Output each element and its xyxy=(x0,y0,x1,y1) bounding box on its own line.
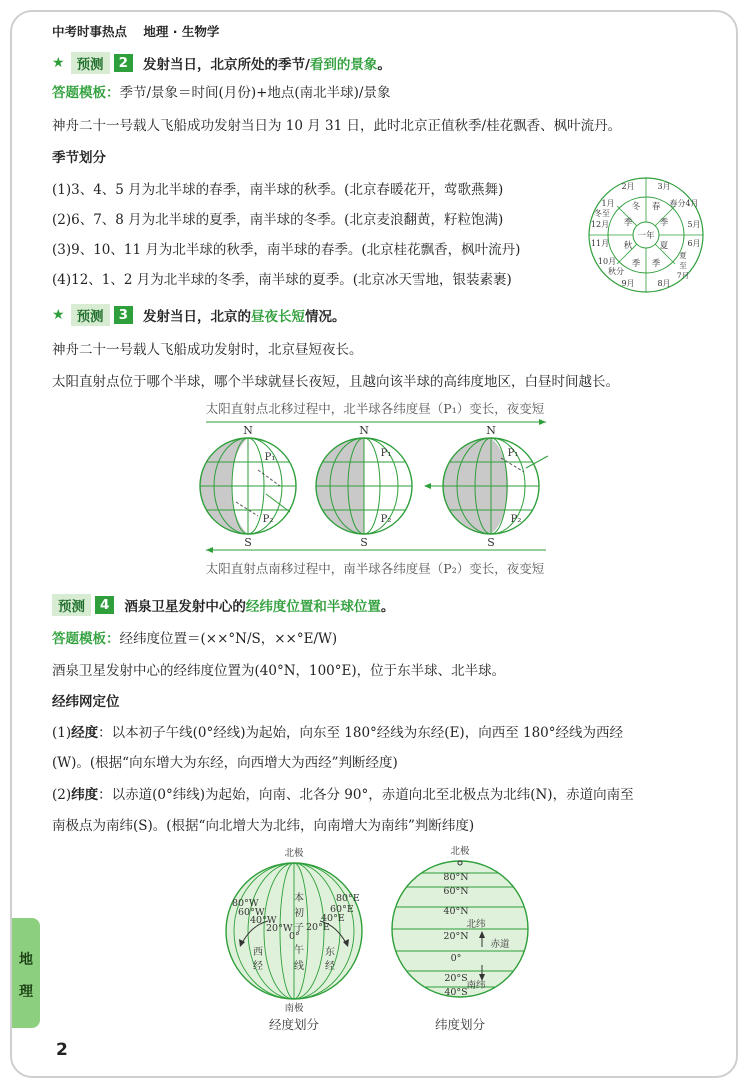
prediction-title-c: 情况。 xyxy=(304,309,346,325)
globe-1-south: S xyxy=(244,536,252,549)
paragraph-launch-date: 神舟二十一号载人飞船成功发射当日为 10 月 31 日，此时北京正值秋季/桂花飘香、枫叶流丹。 xyxy=(52,118,622,134)
lon-label-60e: 60°E xyxy=(330,904,354,915)
globe-diagram xyxy=(196,416,556,556)
lat-label-20s: 20°S xyxy=(444,973,468,984)
prediction-title-b: 昼夜长短 xyxy=(250,309,305,325)
latitude-text: ：以赤道(0°纬线)为起始，向南、北各分 90°，赤道向北至北极点为北纬(N)，赤道向南至 xyxy=(98,787,634,803)
lon-label-zero: 0° xyxy=(289,931,300,942)
prime-meridian-char: 线 xyxy=(294,961,304,972)
longitude-line-1 xyxy=(52,721,623,741)
west-longitude-char: 经 xyxy=(253,961,263,972)
east-longitude-char: 东 xyxy=(325,947,335,958)
globe-1-p1: P₁ xyxy=(264,452,276,463)
wheel-summer-solstice: 夏 xyxy=(679,251,687,260)
prediction-title-b: 看到的景象 xyxy=(309,57,378,73)
longitude-figure-caption: 经度划分 xyxy=(268,1017,320,1032)
latitude-line-1 xyxy=(52,783,634,803)
latitude-prefix: (2) xyxy=(52,787,72,803)
wheel-month: 3月 xyxy=(657,182,671,191)
wheel-month: 6月 xyxy=(687,239,701,248)
prediction-title-b: 经纬度位置和半球位置 xyxy=(245,599,381,615)
prime-meridian-char: 午 xyxy=(294,945,304,956)
running-header xyxy=(52,22,231,40)
latitude-term: 纬度 xyxy=(71,787,99,803)
prime-meridian-char: 初 xyxy=(294,908,304,919)
lat-north-pole: 北极 xyxy=(450,846,470,857)
lon-label-80e: 80°E xyxy=(336,893,360,904)
equator-label: 赤道 xyxy=(490,939,510,950)
prime-meridian-char: 子 xyxy=(294,923,304,934)
wheel-center-label: 一年 xyxy=(637,231,655,241)
paragraph-day-night: 神舟二十一号载人飞船成功发射时，北京昼短夜长。 xyxy=(52,342,363,358)
longitude-term: 经度 xyxy=(71,725,99,741)
wheel-month: 秋分 xyxy=(608,267,624,276)
lat-label-40s: 40°S xyxy=(444,987,468,998)
lon-label-40w: 40°W xyxy=(250,915,277,926)
lon-label-20e: 20°E xyxy=(306,922,330,933)
prediction-title-a: 酒泉卫星发射中心的 xyxy=(124,599,246,615)
prediction-4-heading xyxy=(52,594,394,616)
season-item-2: (2)6、7、8 月为北半球的夏季，南半球的冬季。(北京麦浪翻黄，籽粒饱满) xyxy=(52,212,504,228)
wheel-month: 12月 xyxy=(590,220,610,229)
star-icon: ★ xyxy=(52,55,65,71)
prediction-number: 2 xyxy=(114,54,133,72)
template-label: 答题模板： xyxy=(52,85,120,101)
answer-template-2 xyxy=(52,627,337,647)
longitude-text: ：以本初子午线(0°经线)为起始，向东至 180°经线为东经(E)，向西至 180°经线为西经 xyxy=(98,725,624,741)
longitude-line-2: (W)。(根据“向东增大为东经，向西增大为西经”判断经度) xyxy=(52,755,398,771)
prediction-label: 预测 xyxy=(58,599,85,615)
globe-3-p2: P₂ xyxy=(510,514,522,525)
season-item-1: (1)3、4、5 月为北半球的春季，南半球的秋季。(北京春暖花开，莺歌燕舞) xyxy=(52,182,504,198)
prediction-number: 3 xyxy=(114,306,133,324)
globe-3-p1: P₁ xyxy=(507,448,519,459)
globe-2-p2: P₂ xyxy=(380,514,392,525)
wheel-season: 季 xyxy=(659,218,669,228)
prediction-2-heading xyxy=(52,52,391,74)
lat-label-20n: 20°N xyxy=(443,931,469,942)
lat-label-equator: 0° xyxy=(450,953,462,964)
season-division-title: 季节划分 xyxy=(52,150,106,166)
wheel-month: 9月 xyxy=(621,279,635,288)
arrow-left-icon xyxy=(206,547,213,553)
season-item-4: (4)12、1、2 月为北半球的冬季，南半球的夏季。(北京冰天雪地，银装素裹) xyxy=(52,272,512,288)
prediction-title-a: 发射当日，北京所处的季节/ xyxy=(142,57,310,73)
paragraph-jiuquan-position: 酒泉卫星发射中心的经纬度位置为(40°N，100°E)，位于东半球、北半球。 xyxy=(52,663,506,679)
south-latitude-label: 南纬 xyxy=(466,980,486,991)
prediction-3-heading xyxy=(52,304,345,326)
star-icon: ★ xyxy=(52,307,65,323)
latitude-globe-diagram xyxy=(384,843,536,1035)
wheel-season: 季 xyxy=(631,259,641,269)
west-longitude-char: 西 xyxy=(253,947,263,958)
prediction-label: 预测 xyxy=(76,309,104,325)
prediction-title-c: 。 xyxy=(380,599,395,615)
longitude-globe-diagram xyxy=(218,843,370,1035)
globe-3 xyxy=(439,438,548,534)
globe-figure-top-caption: 太阳直射点北移过程中，北半球各纬度昼（P₁）变长，夜变短 xyxy=(205,401,545,416)
globe-2-south: S xyxy=(360,536,368,549)
prediction-title-c: 。 xyxy=(377,57,391,73)
side-tab-char: 理 xyxy=(19,984,33,1000)
wheel-season: 夏 xyxy=(659,241,669,251)
template-text: 季节/景象＝时间(月份)+地点(南北半球)/景象 xyxy=(119,85,391,101)
globe-1 xyxy=(196,438,300,534)
answer-template-1 xyxy=(52,81,390,101)
north-latitude-label: 北纬 xyxy=(466,919,486,930)
lon-label-20w: 20°W xyxy=(266,923,293,934)
lon-south-pole: 南极 xyxy=(284,1003,304,1014)
prediction-tag xyxy=(52,594,91,616)
prime-meridian-char: 本 xyxy=(294,893,304,904)
season-item-3: (3)9、10、11 月为北半球的秋季，南半球的春季。(北京桂花飘香，枫叶流丹) xyxy=(52,242,521,258)
wheel-month: 10月 xyxy=(597,257,617,266)
lon-label-80w: 80°W xyxy=(232,898,259,909)
wheel-month: 冬至 xyxy=(594,209,610,218)
paragraph-direct-point: 太阳直射点位于哪个半球，哪个半球就昼长夜短，且越向该半球的高纬度地区，白昼时间越长。 xyxy=(52,374,619,390)
globe-1-p2: P₂ xyxy=(262,514,274,525)
lat-label-80n: 80°N xyxy=(443,872,469,883)
east-longitude-char: 经 xyxy=(325,961,335,972)
subject-title: 地理 · 生物学 xyxy=(143,24,220,39)
wheel-month: 1月 xyxy=(601,199,615,208)
lat-label-60n: 60°N xyxy=(443,886,469,897)
wheel-season: 秋 xyxy=(623,241,633,251)
prediction-label: 预测 xyxy=(76,57,104,73)
season-wheel-diagram xyxy=(584,176,708,294)
globe-3-north: N xyxy=(486,424,496,437)
page-number: 2 xyxy=(56,1040,68,1060)
wheel-season: 季 xyxy=(623,218,633,228)
globe-3-south: S xyxy=(487,536,495,549)
latitude-figure-caption: 纬度划分 xyxy=(434,1017,486,1032)
wheel-month: 11月 xyxy=(590,239,610,248)
arrow-right-icon xyxy=(539,419,546,425)
lat-label-40n: 40°N xyxy=(443,906,469,917)
wheel-season: 春 xyxy=(651,202,661,212)
lon-label-60w: 60°W xyxy=(238,907,265,918)
wheel-season: 冬 xyxy=(631,202,641,212)
wheel-season: 季 xyxy=(651,259,661,269)
longitude-prefix: (1) xyxy=(52,725,72,741)
globe-1-north: N xyxy=(243,424,253,437)
latitude-line-2: 南极点为南纬(S)。(根据“向北增大为北纬，向南增大为南纬”判断纬度) xyxy=(52,818,475,834)
lon-label-40e: 40°E xyxy=(321,913,345,924)
globe-2-north: N xyxy=(359,424,369,437)
template-text: 经纬度位置＝(××°N/S，××°E/W) xyxy=(119,631,338,647)
side-tab-char: 地 xyxy=(19,952,33,968)
prediction-number: 4 xyxy=(95,596,114,614)
subject-side-tab xyxy=(12,918,40,1028)
globe-figure-bottom-caption: 太阳直射点南移过程中，南半球各纬度昼（P₂）变长，夜变短 xyxy=(205,561,545,576)
template-label: 答题模板： xyxy=(52,631,120,647)
wheel-month: 2月 xyxy=(621,182,635,191)
prediction-title-a: 发射当日，北京的 xyxy=(142,309,251,325)
wheel-month: 春分4月 xyxy=(669,199,699,208)
lon-north-pole: 北极 xyxy=(284,848,304,859)
wheel-month: 8月 xyxy=(657,279,671,288)
prediction-tag xyxy=(71,52,110,74)
wheel-month: 夏至 7月 xyxy=(676,251,690,280)
prediction-tag xyxy=(71,304,110,326)
book-title: 中考时事热点 xyxy=(52,24,128,39)
wheel-month: 5月 xyxy=(687,220,701,229)
globe-2-p1: P₁ xyxy=(380,448,392,459)
grid-location-title: 经纬网定位 xyxy=(52,694,120,710)
